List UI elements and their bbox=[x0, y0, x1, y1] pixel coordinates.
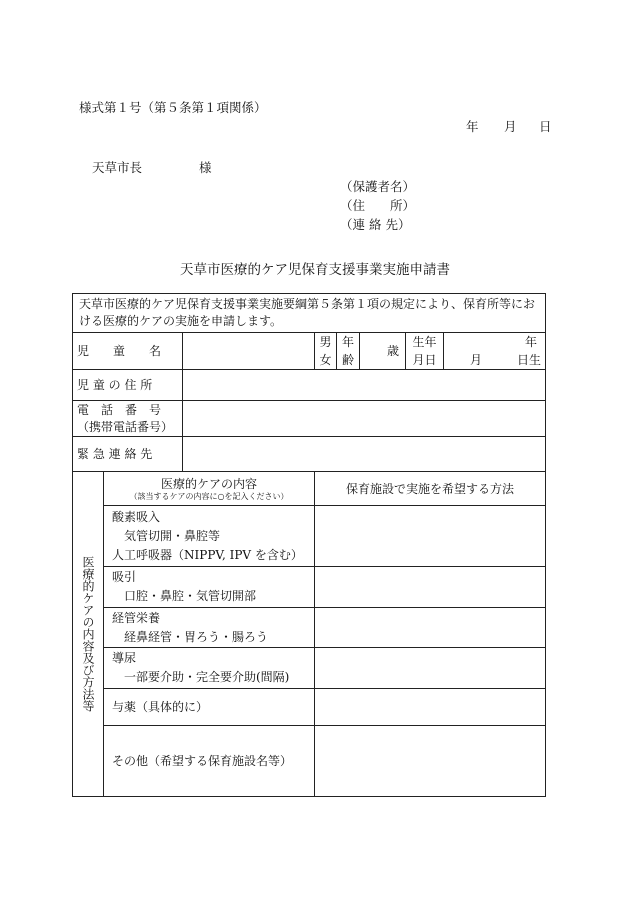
phone-label-1: 電 話 番 号 bbox=[77, 402, 162, 417]
care-item-tube-feeding[interactable] bbox=[104, 608, 315, 648]
age-label-bottom: 齢 bbox=[341, 353, 354, 367]
care-content-header bbox=[104, 472, 315, 506]
care-item-title: 経管栄養 bbox=[112, 610, 161, 625]
care-item-other[interactable] bbox=[104, 726, 315, 797]
care-method-catheter[interactable] bbox=[315, 648, 546, 689]
child-name-label: 児 童 名 bbox=[73, 333, 183, 370]
care-item-sub: 気管切開・鼻腔等 bbox=[124, 528, 221, 543]
phone-field[interactable] bbox=[183, 401, 546, 437]
date-month-label: 月 bbox=[504, 119, 517, 134]
care-item-sub: 口腔・鼻腔・気管切開部 bbox=[124, 589, 257, 603]
care-item-title: その他（希望する保育施設名等） bbox=[112, 753, 293, 768]
dob-label-top: 生年 bbox=[412, 335, 437, 349]
care-item-extra: 人工呼吸器（NIPPV, IPV を含む） bbox=[112, 547, 303, 562]
care-item-sub: 一部要介助・完全要介助(間隔) bbox=[124, 670, 290, 684]
date-day-label: 日 bbox=[539, 119, 552, 134]
emergency-contact-field[interactable] bbox=[183, 437, 546, 472]
dob-day: 日生 bbox=[517, 353, 542, 367]
dob-label bbox=[406, 333, 444, 370]
care-item-title: 酸素吸入 bbox=[112, 509, 161, 524]
addressee-honorific: 様 bbox=[199, 160, 212, 175]
care-item-title: 導尿 bbox=[112, 651, 137, 665]
care-method-header: 保育施設で実施を希望する方法 bbox=[315, 472, 546, 506]
sex-female: 女 bbox=[319, 353, 332, 367]
phone-label bbox=[73, 401, 183, 437]
care-method-tube-feeding[interactable] bbox=[315, 608, 546, 648]
intro-text: 天草市医療的ケア児保育支援事業実施要綱第５条第１項の規定により、保育所等における医療的ケアの実施を申請します。 bbox=[73, 294, 546, 333]
dob-month: 月 bbox=[470, 353, 483, 367]
address-label: （住 所） bbox=[340, 198, 416, 213]
care-method-oxygen[interactable] bbox=[315, 506, 546, 567]
care-content-subtitle: （該当するケアの内容に○を記入ください） bbox=[129, 491, 289, 501]
care-item-title: 与薬（具体的に） bbox=[112, 699, 209, 714]
phone-label-2: （携帯電話番号） bbox=[77, 419, 174, 434]
care-method-suction[interactable] bbox=[315, 567, 546, 608]
age-field[interactable] bbox=[360, 333, 406, 370]
contact-label: （連 絡 先） bbox=[340, 217, 411, 232]
sex-field[interactable] bbox=[315, 333, 337, 370]
sex-male: 男 bbox=[319, 335, 332, 349]
child-address-label: 児 童 の 住 所 bbox=[73, 370, 183, 401]
addressee-name: 天草市長 bbox=[92, 160, 143, 175]
care-item-sub: 経鼻経管・胃ろう・腸ろう bbox=[124, 629, 269, 644]
date-year-label: 年 bbox=[466, 119, 479, 134]
age-label-top: 年 bbox=[341, 335, 354, 349]
page-title: 天草市医療的ケア児保育支援事業実施申請書 bbox=[180, 262, 450, 278]
care-item-oxygen[interactable] bbox=[104, 506, 315, 567]
dob-label-bottom: 月日 bbox=[412, 353, 437, 367]
care-method-other[interactable] bbox=[315, 726, 546, 797]
dob-year: 年 bbox=[525, 335, 538, 349]
dob-field[interactable] bbox=[444, 333, 546, 370]
care-item-suction[interactable] bbox=[104, 567, 315, 608]
child-name-field[interactable] bbox=[183, 333, 315, 370]
application-table bbox=[72, 293, 546, 797]
guardian-name-label: （保護者名） bbox=[340, 179, 416, 194]
care-item-catheter[interactable] bbox=[104, 648, 315, 689]
age-label bbox=[337, 333, 360, 370]
care-item-title: 吸引 bbox=[112, 570, 137, 584]
care-content-title: 医療的ケアの内容 bbox=[160, 476, 257, 491]
form-number: 様式第１号（第５条第１項関係） bbox=[79, 100, 267, 115]
emergency-contact-label: 緊 急 連 絡 先 bbox=[73, 437, 183, 472]
child-address-field[interactable] bbox=[183, 370, 546, 401]
care-item-medication[interactable] bbox=[104, 689, 315, 726]
care-section-label: 医療的ケアの内容及び方法等 bbox=[73, 472, 104, 797]
age-unit: 歳 bbox=[386, 344, 399, 358]
care-method-medication[interactable] bbox=[315, 689, 546, 726]
